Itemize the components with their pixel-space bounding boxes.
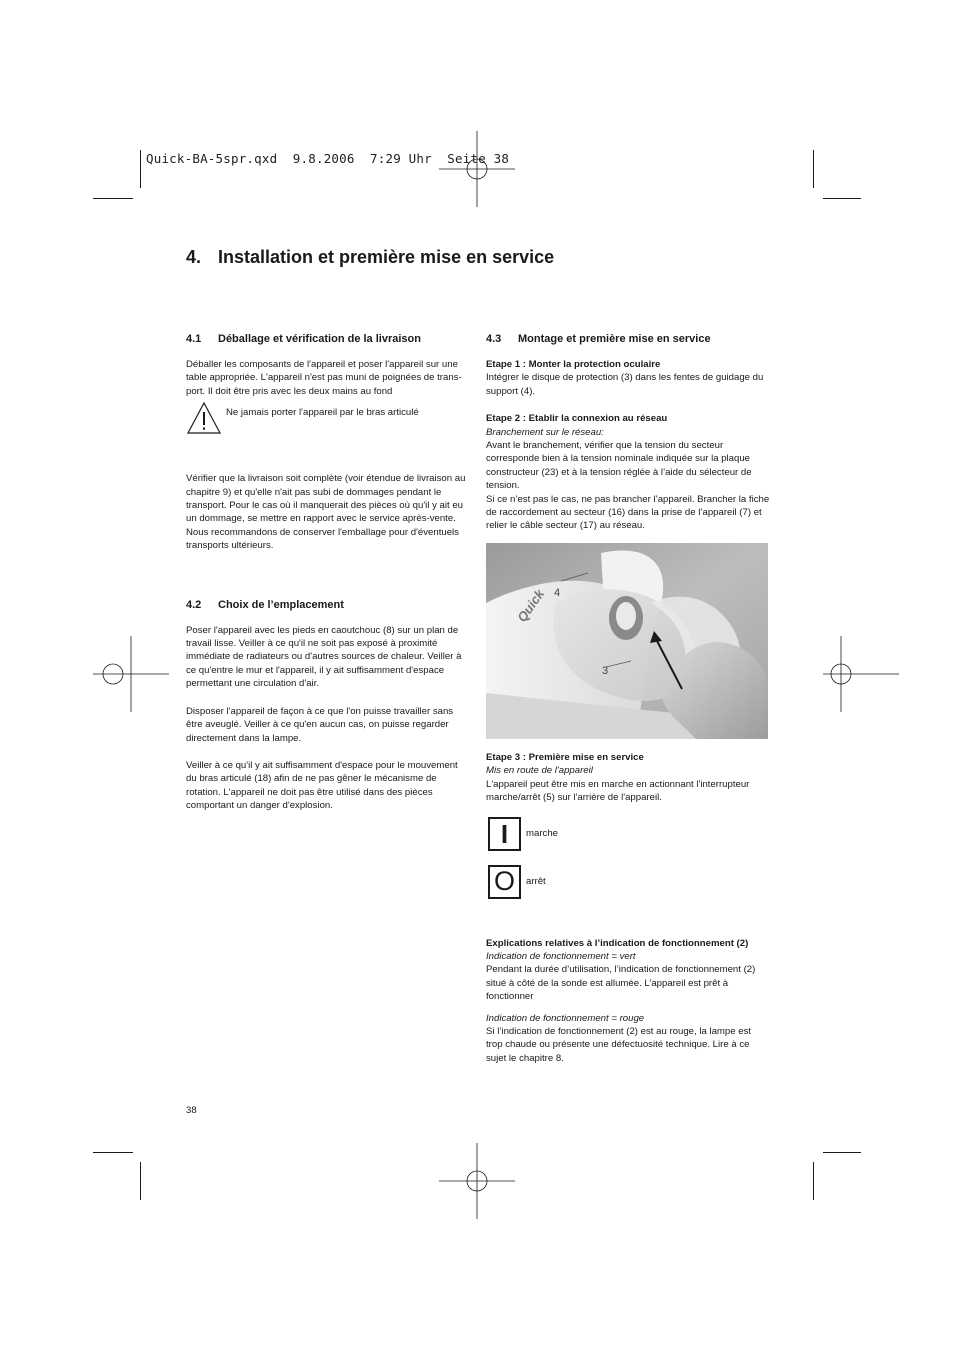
indicator-text: Pendant la durée d’utilisation, l’indication de fonctionnement (2) situé à côté de la sonde est allumée. L’appareil est prêt à fonctionner (486, 964, 756, 1003)
indicator-subtitle: Indication de fonctionnement = rouge (486, 1012, 645, 1024)
step-subtitle: Branchement sur le réseau: (486, 426, 604, 438)
crop-mark (93, 1152, 133, 1153)
step-1 (486, 358, 770, 398)
step-3 (486, 751, 770, 805)
device-illustration (486, 543, 768, 739)
indicator-text: Si l’indication de fonctionnement (2) est au rouge, la lampe est trop chaude ou présente une défectuosité technique. Lire à ce sujet le chapitre 8. (486, 1025, 752, 1064)
callout-3: 3 (602, 664, 609, 677)
warning-text: Ne jamais porter l'appareil par le bras articulé (226, 407, 419, 419)
step-text: Avant le branchement, vérifier que la tension du secteur corresponde bien à la tension nominale indiquée sur la plaque constructeur (23) et à la tension réglée à l’aide du sélecteur de tension. (486, 440, 752, 492)
crop-mark (813, 1162, 814, 1200)
step-text: Intégrer le disque de protection (3) dans les fentes de guidage du support (4). (486, 372, 764, 397)
print-slug: Quick-BA-5spr.qxd 9.8.2006 7:29 Uhr Seite 38 (146, 151, 510, 166)
warning-note (186, 404, 470, 440)
step-title: Etape 2 : Etablir la connexion au réseau (486, 413, 668, 425)
step-2 (486, 412, 770, 533)
registration-mark-icon (823, 636, 899, 712)
power-on-label: marche (526, 827, 558, 839)
power-on-icon: I (488, 817, 521, 851)
paragraph: Veiller à ce qu'il y ait suffisamment d'espace pour le mouvement du bras articulé (18) afin de ne pas gêner le mécanisme de rotation. L'appareil ne doit pas être utilisé dans des pièces comportant un danger d'explosion. (186, 759, 458, 812)
device-photo (486, 543, 768, 739)
power-off-symbol (486, 865, 770, 899)
power-off-icon: O (488, 865, 521, 899)
crop-mark (140, 1162, 141, 1200)
callout-4: 4 (554, 586, 561, 599)
step-text: Si ce n’est pas le cas, ne pas brancher l’appareil. Brancher la fiche de raccordement au secteur (16) dans la prise de l’appareil (7) et relier le câble secteur (17) au réseau. (486, 493, 770, 532)
registration-mark-icon (93, 636, 169, 712)
right-column (486, 332, 770, 1078)
indicator-subtitle: Indication de fonctionnement = vert (486, 950, 636, 962)
crop-mark (813, 150, 814, 188)
step-title: Etape 3 : Première mise en service (486, 751, 644, 763)
paragraph: Déballer les composants de l'appareil et poser l'appareil sur une table appropriée. L'appareil n'est pas muni de poignées de trans-port. Il doit être pris avec les deux mains au fond (186, 359, 462, 397)
brand-logo: Quick (514, 586, 548, 625)
step-text: L'appareil peut être mis en marche en actionnant l'interrupteur marche/arrêt (5) sur l'arrière de l'appareil. (486, 778, 750, 804)
warning-triangle-icon (186, 401, 222, 435)
chapter-title: Installation et première mise en service (218, 247, 555, 267)
explanation-title: Explications relatives à l’indication de fonctionnement (2) (486, 937, 749, 949)
page-title (186, 247, 554, 268)
crop-mark (93, 198, 133, 199)
step-title: Etape 1 : Monter la protection oculaire (486, 359, 661, 370)
section-heading-4-3: 4.3 Montage et première mise en service (486, 333, 711, 345)
crop-mark (823, 198, 861, 199)
power-off-label: arrêt (526, 875, 546, 887)
left-column (186, 332, 470, 826)
page-number: 38 (186, 1105, 197, 1116)
paragraph: Poser l'appareil avec les pieds en caoutchouc (8) sur un plan de travail lisse. Veiller à ce qu'il ne soit pas exposé à proximité immédiate de radiateurs ou d'autres sources de chaleur. Veiller à ce qu'entre le mur et l'appareil, il y ait suffisamment d'espace permettant une circulation d'air. (186, 624, 462, 690)
crop-mark (823, 1152, 861, 1153)
registration-mark-icon (439, 1143, 515, 1219)
section-heading-4-1: 4.1 Déballage et vérification de la livraison (186, 333, 421, 345)
indicator-red (486, 1012, 770, 1066)
step-subtitle: Mis en route de l'appareil (486, 765, 593, 777)
chapter-number: 4. (186, 247, 202, 267)
indicator-green (486, 937, 770, 1004)
paragraph: Vérifier que la livraison soit complète (voir étendue de livraison au chapitre 9) et qu'elle n'ait pas subi de dommages pendant le transport. Pour le cas où il manquerait des pièces où qu'il y ait eu un dommage, se mettre en rapport avec le service après-vente. Nous recommandons de conserver l'emballage pour d'éventuels transports ultérieurs. (186, 473, 466, 552)
power-on-symbol (486, 817, 770, 851)
section-heading-4-2: 4.2 Choix de l’emplacement (186, 598, 344, 611)
paragraph: Disposer l'appareil de façon à ce que l'on puisse travailler sans être aveuglé. Veiller à ce qu'en aucun cas, on puisse regarder directement dans la lampe. (186, 705, 454, 744)
crop-mark (140, 150, 141, 188)
registration-mark-icon (439, 131, 515, 207)
